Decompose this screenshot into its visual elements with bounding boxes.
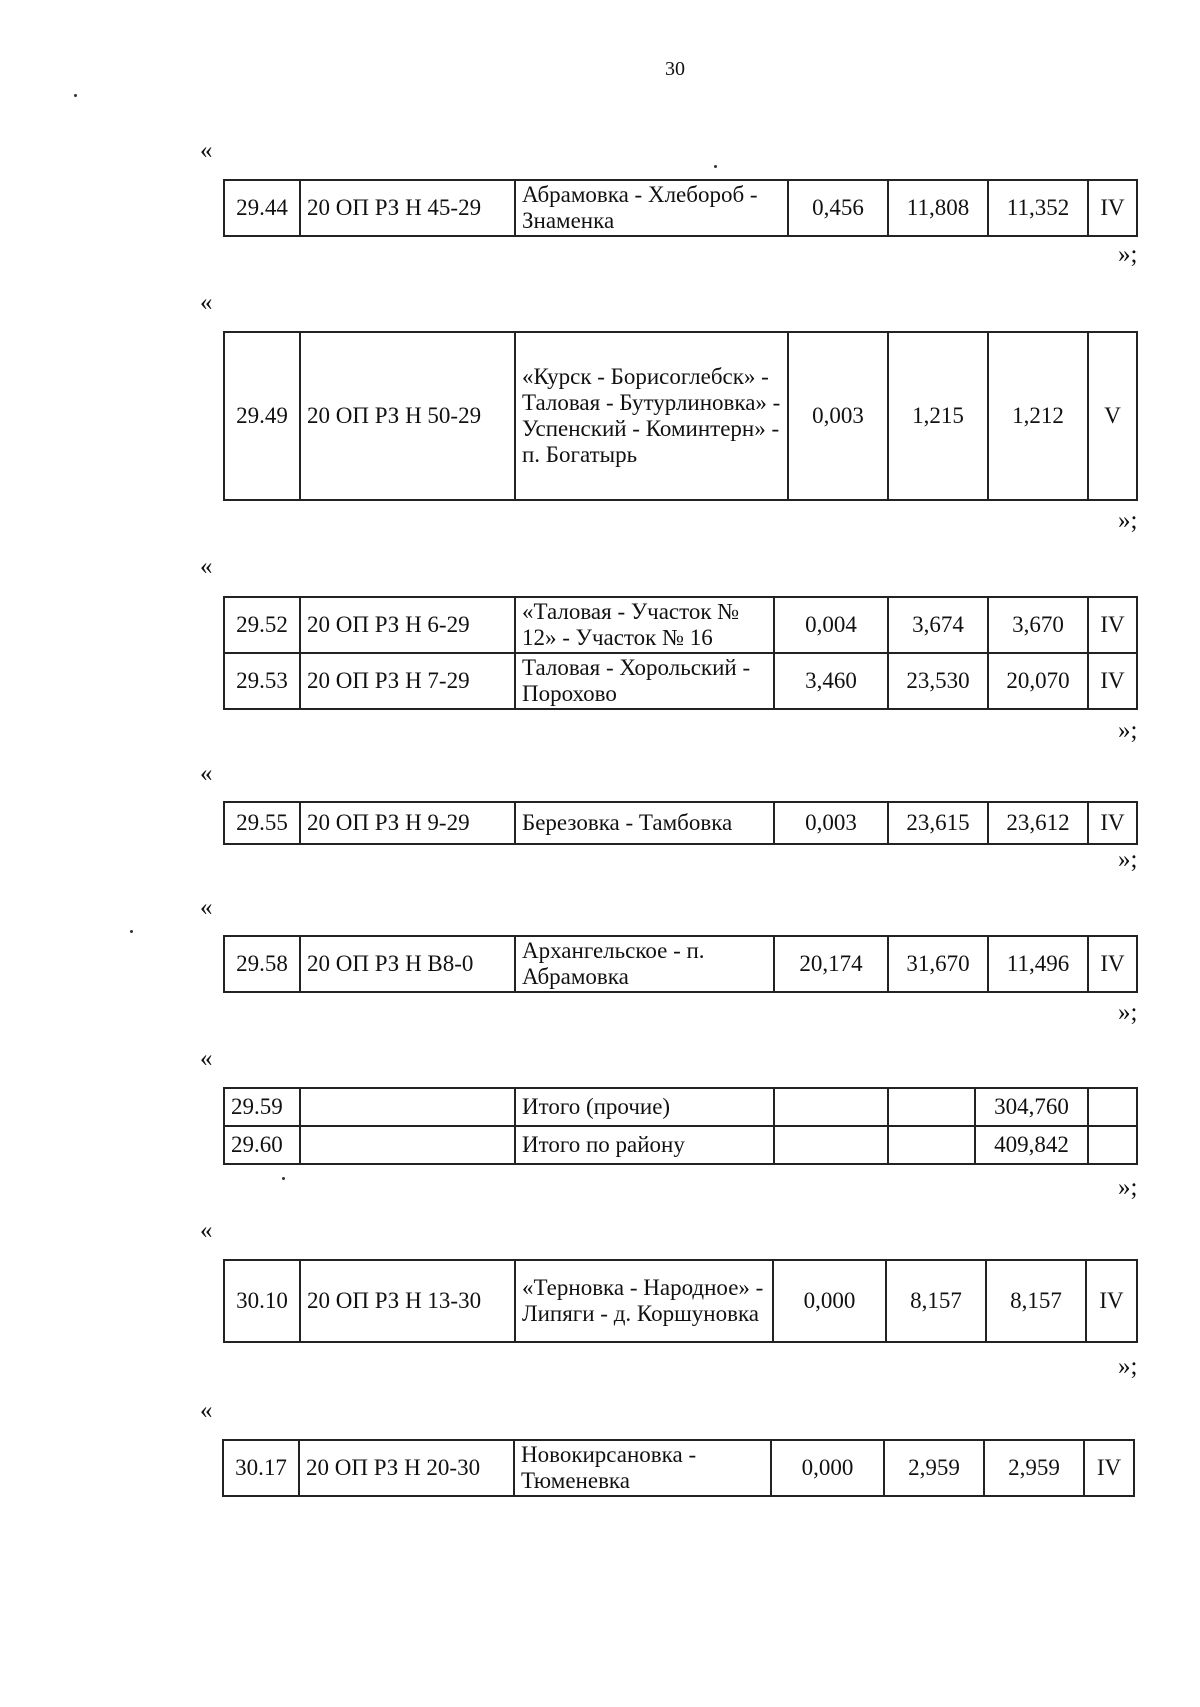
table-row xyxy=(224,802,1137,844)
length-km: 11,352 xyxy=(988,180,1088,236)
start-km xyxy=(774,1126,888,1164)
start-km: 3,460 xyxy=(774,653,888,709)
road-category: IV xyxy=(1088,180,1137,236)
length-km: 23,612 xyxy=(988,802,1088,844)
road-name: Березовка - Тамбовка xyxy=(515,802,774,844)
road-code: 20 ОП РЗ Н 9-29 xyxy=(300,802,515,844)
road-code xyxy=(300,1088,515,1126)
road-code: 20 ОП РЗ Н 7-29 xyxy=(300,653,515,709)
open-quote: « xyxy=(200,894,213,921)
road-table xyxy=(222,1439,1135,1497)
row-number: 29.59 xyxy=(224,1088,300,1126)
road-name: «Курск - Борисоглебск» - Таловая - Бутурлиновка» - Успенский - Коминтерн» - п. Богатырь xyxy=(515,332,788,500)
total-label: Итого (прочие) xyxy=(515,1088,774,1126)
open-quote: « xyxy=(200,1045,213,1072)
road-table xyxy=(223,935,1138,993)
road-category: IV xyxy=(1086,1260,1137,1342)
table-row xyxy=(224,597,1137,653)
road-code: 20 ОП РЗ Н 13-30 xyxy=(300,1260,515,1342)
road-category xyxy=(1088,1088,1137,1126)
row-number: 29.53 xyxy=(224,653,300,709)
road-table xyxy=(223,1259,1138,1343)
road-name: «Таловая - Участок № 12» - Участок № 16 xyxy=(515,597,774,653)
close-quote: »; xyxy=(1118,717,1138,744)
road-name: Таловая - Хорольский - Порохово xyxy=(515,653,774,709)
length-km: 2,959 xyxy=(984,1440,1084,1496)
open-quote: « xyxy=(200,289,213,316)
table-row xyxy=(223,1440,1134,1496)
table-row xyxy=(224,1126,1137,1164)
close-quote: »; xyxy=(1118,241,1138,268)
end-km: 2,959 xyxy=(884,1440,984,1496)
end-km: 8,157 xyxy=(886,1260,986,1342)
end-km xyxy=(888,1088,975,1126)
table-row xyxy=(224,332,1137,500)
road-code xyxy=(300,1126,515,1164)
open-quote: « xyxy=(200,1217,213,1244)
row-number: 29.52 xyxy=(224,597,300,653)
scan-speck xyxy=(282,1177,285,1180)
row-number: 30.17 xyxy=(223,1440,299,1496)
road-category: V xyxy=(1088,332,1137,500)
road-category: IV xyxy=(1084,1440,1134,1496)
table-row xyxy=(224,653,1137,709)
road-code: 20 ОП РЗ Н В8-0 xyxy=(300,936,515,992)
road-code: 20 ОП РЗ Н 20-30 xyxy=(299,1440,514,1496)
table-row xyxy=(224,1088,1137,1126)
road-name: «Терновка - Народное» - Липяги - д. Коршуновка xyxy=(515,1260,773,1342)
road-code: 20 ОП РЗ Н 6-29 xyxy=(300,597,515,653)
total-label: Итого по району xyxy=(515,1126,774,1164)
road-code: 20 ОП РЗ Н 50-29 xyxy=(300,332,515,500)
road-category xyxy=(1088,1126,1137,1164)
row-number: 30.10 xyxy=(224,1260,300,1342)
road-table xyxy=(223,179,1138,237)
scan-speck xyxy=(74,94,77,97)
end-km: 1,215 xyxy=(888,332,988,500)
page-number: 30 xyxy=(665,58,685,80)
open-quote: « xyxy=(200,137,213,164)
length-km: 3,670 xyxy=(988,597,1088,653)
start-km xyxy=(774,1088,888,1126)
end-km: 11,808 xyxy=(888,180,988,236)
row-number: 29.49 xyxy=(224,332,300,500)
row-number: 29.44 xyxy=(224,180,300,236)
length-km: 11,496 xyxy=(988,936,1088,992)
totals-table xyxy=(223,1087,1138,1165)
start-km: 0,003 xyxy=(774,802,888,844)
length-km: 8,157 xyxy=(986,1260,1086,1342)
total-length-km: 304,760 xyxy=(975,1088,1088,1126)
start-km: 20,174 xyxy=(774,936,888,992)
open-quote: « xyxy=(200,1397,213,1424)
length-km: 1,212 xyxy=(988,332,1088,500)
start-km: 0,000 xyxy=(773,1260,886,1342)
scan-speck xyxy=(130,930,133,933)
open-quote: « xyxy=(200,760,213,787)
road-table xyxy=(223,596,1138,710)
close-quote: »; xyxy=(1118,846,1138,873)
road-name: Абрамовка - Хлебороб - Знаменка xyxy=(515,180,788,236)
end-km xyxy=(888,1126,975,1164)
table-row xyxy=(224,1260,1137,1342)
start-km: 0,000 xyxy=(771,1440,884,1496)
road-name: Новокирсановка - Тюменевка xyxy=(514,1440,771,1496)
row-number: 29.55 xyxy=(224,802,300,844)
road-code: 20 ОП РЗ Н 45-29 xyxy=(300,180,515,236)
open-quote: « xyxy=(200,553,213,580)
close-quote: »; xyxy=(1118,1174,1138,1201)
start-km: 0,003 xyxy=(788,332,888,500)
road-name: Архангельское - п. Абрамовка xyxy=(515,936,774,992)
table-row xyxy=(224,936,1137,992)
end-km: 31,670 xyxy=(888,936,988,992)
length-km: 20,070 xyxy=(988,653,1088,709)
road-category: IV xyxy=(1088,597,1137,653)
end-km: 3,674 xyxy=(888,597,988,653)
road-category: IV xyxy=(1088,802,1137,844)
end-km: 23,615 xyxy=(888,802,988,844)
row-number: 29.58 xyxy=(224,936,300,992)
start-km: 0,456 xyxy=(788,180,888,236)
close-quote: »; xyxy=(1118,507,1138,534)
table-row xyxy=(224,180,1137,236)
road-table xyxy=(223,801,1138,845)
end-km: 23,530 xyxy=(888,653,988,709)
close-quote: »; xyxy=(1118,1353,1138,1380)
road-category: IV xyxy=(1088,936,1137,992)
row-number: 29.60 xyxy=(224,1126,300,1164)
scan-speck xyxy=(714,165,717,168)
road-table xyxy=(223,331,1138,501)
road-category: IV xyxy=(1088,653,1137,709)
start-km: 0,004 xyxy=(774,597,888,653)
close-quote: »; xyxy=(1118,999,1138,1026)
total-length-km: 409,842 xyxy=(975,1126,1088,1164)
